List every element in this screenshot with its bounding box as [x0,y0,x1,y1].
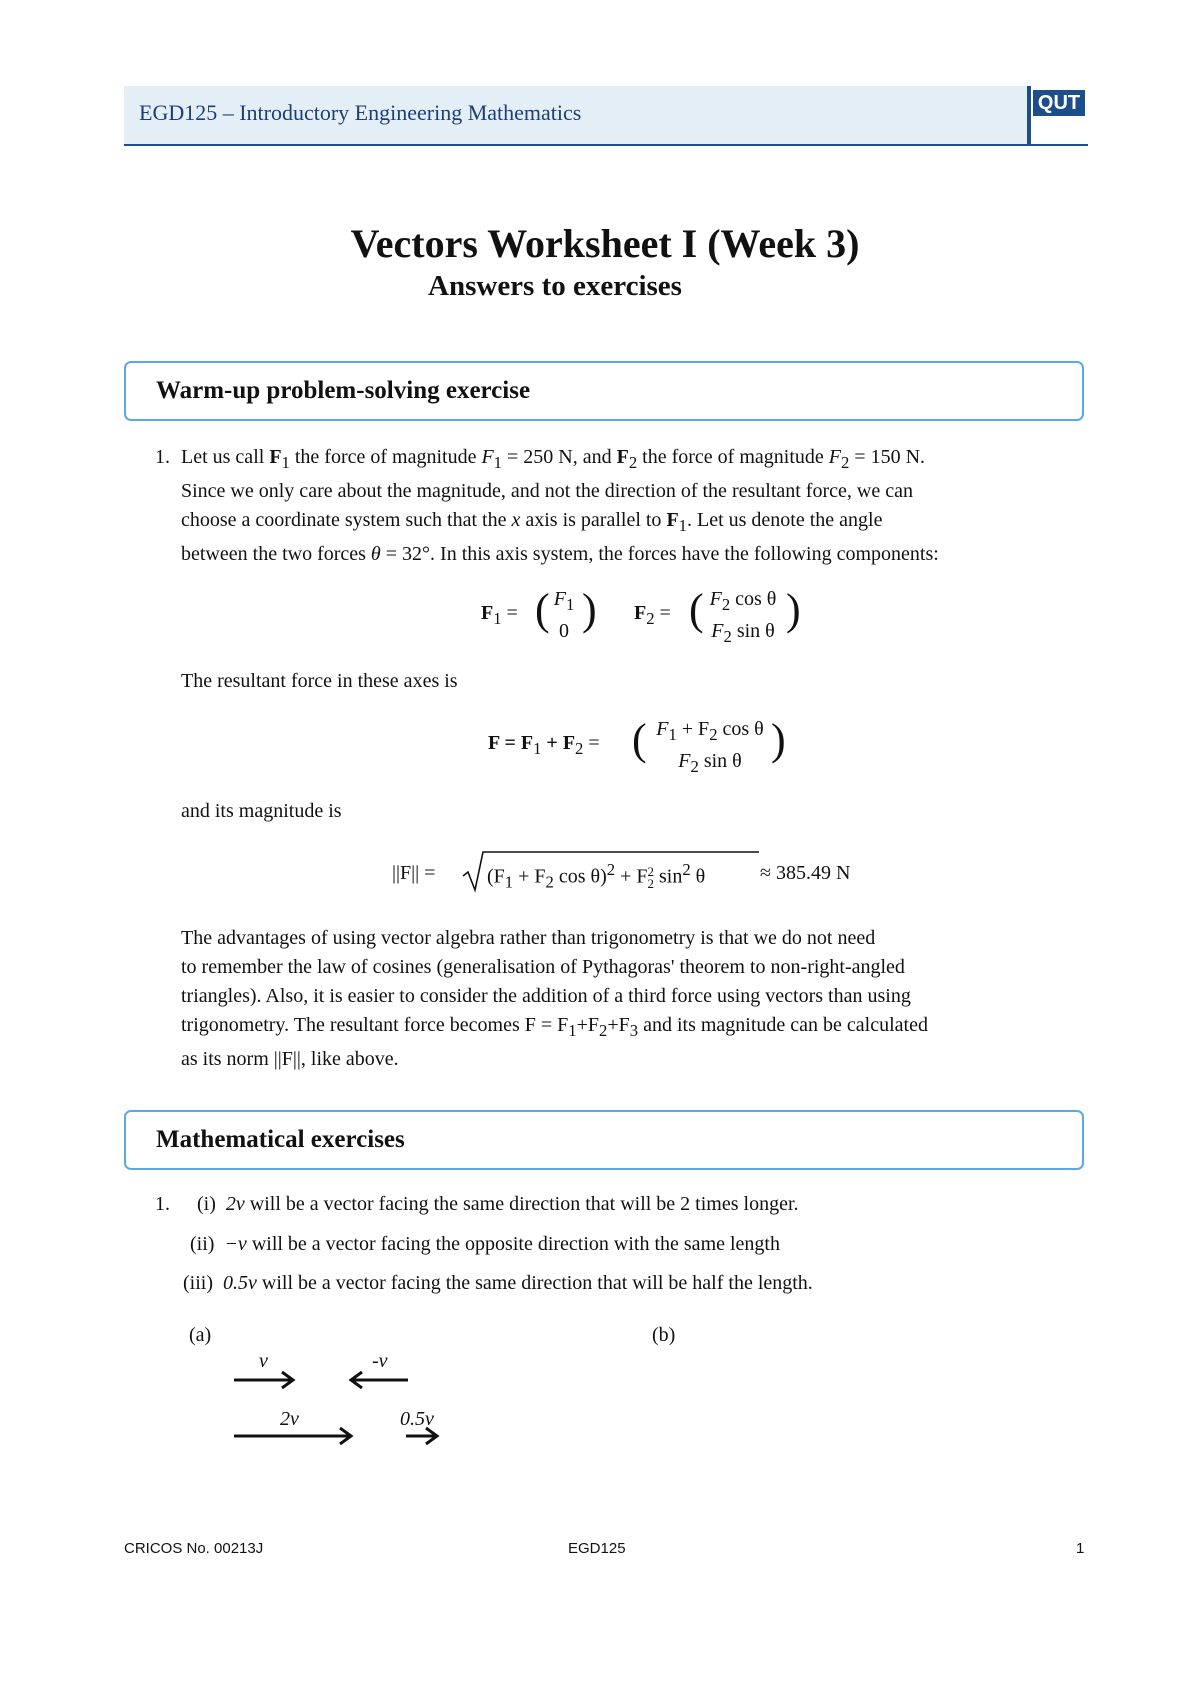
document-title: Vectors Worksheet I (Week 3) [350,221,860,266]
math-item-iii: (iii) 0.5v will be a vector facing the same direction that will be half the length. [183,1272,813,1294]
part-b-label: (b) [652,1324,676,1346]
arrow-label-half-v: 0.5v [400,1408,434,1430]
math-item-number: 1. [155,1193,170,1215]
part-a-label: (a) [189,1324,212,1346]
footer-course: EGD125 [568,1540,626,1557]
arrow-v [232,1368,298,1392]
arrow-label-v: v [259,1350,268,1372]
arrow-label-2v: 2v [280,1408,299,1430]
qut-logo-text: QUT [1033,90,1085,116]
footer-cricos: CRICOS No. 00213J [124,1540,264,1557]
math-section-heading: Mathematical exercises [124,1110,1084,1170]
arrow-half-v [404,1424,442,1448]
arrow-neg-v [348,1368,410,1392]
warmup-conclusion: The advantages of using vector algebra rather than trigonometry is that we do not need to remember the law of cosines (generalisation of Pythagoras' theorem to non-right-angled triangles). Also, it is easier to consider the addition of a third force using vectors than using trigonometry. The resultant force becomes $F = F_1+F_2+F_3$ and its magnitude can be calculated as its norm ||F||, like above. [181,927,928,1070]
F1-vector: $F_1$ = [481,602,518,628]
arrow-label-neg-v: -v [372,1350,388,1372]
math-item-ii: (ii) −v will be a vector facing the opposite direction with the same length [190,1233,780,1255]
arrow-2v [232,1424,356,1448]
math-item-i: (i) 2v will be a vector facing the same direction that will be 2 times longer. [197,1193,799,1215]
warmup-item-number: 1. [155,446,170,468]
document-subtitle: Answers to exercises [428,270,682,302]
magnitude-intro: and its magnitude is [181,800,342,822]
footer-page-number: 1 [1076,1540,1085,1557]
course-title: EGD125 – Introductory Engineering Mathematics [139,100,582,125]
resultant-intro: The resultant force in these axes is [181,670,458,692]
warmup-intro: Let us call $F_1$ the force of magnitude $F_1 = 250$ N, and $F_2$ the force of magnitude $F_2 = 150$ N. Since we only care about the magnitude, and not the direction of the resultant force, we can choose a coordinate system such that the x axis is parallel to $F_1$. Let us denote the angle between the two forces θ = 32°. In this axis system, the forces have the following components: [181,446,939,565]
logo-divider [1027,86,1031,144]
F2-vector: $F_2$ = [634,602,671,628]
warmup-section-heading: Warm-up problem-solving exercise [124,361,1084,421]
